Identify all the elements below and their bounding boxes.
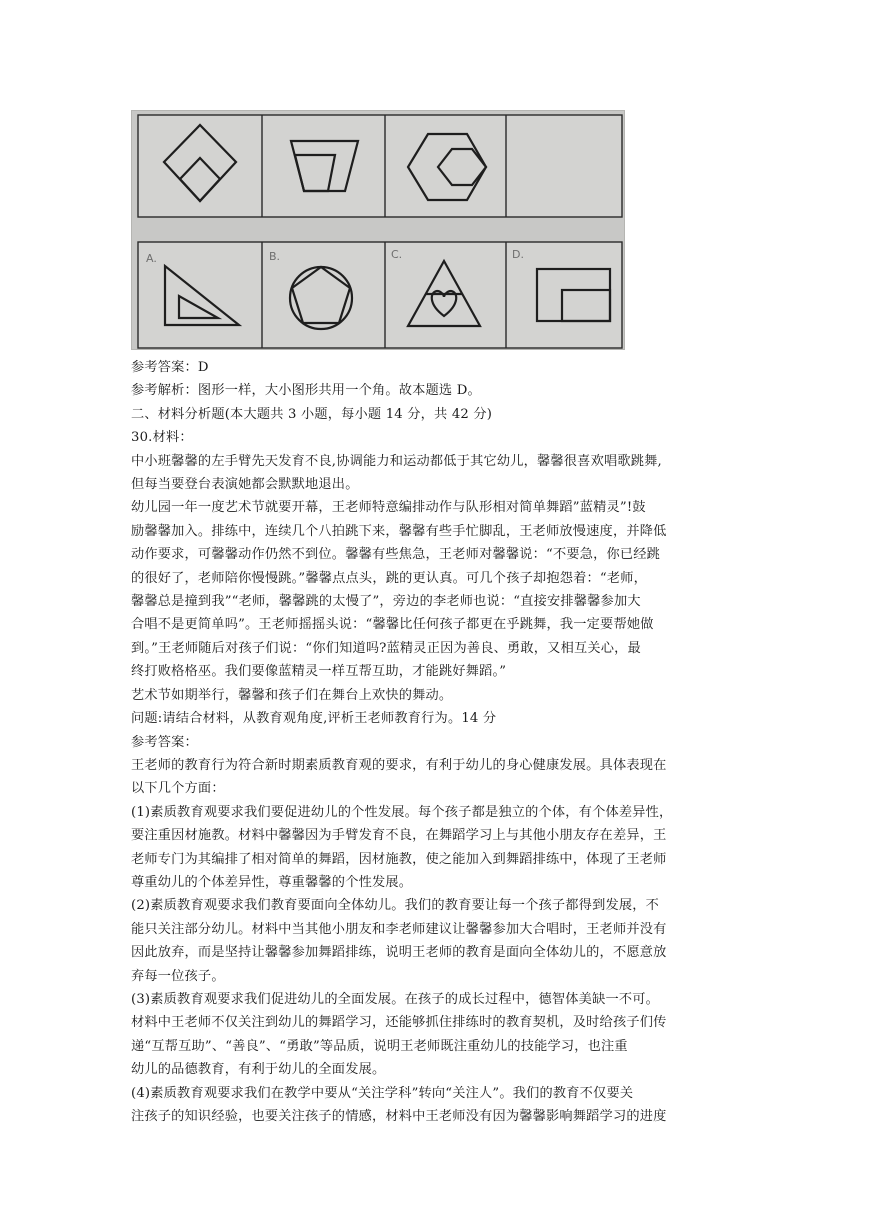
answer-heading: 参考答案： (131, 734, 198, 750)
option-a-label: A. (146, 252, 157, 265)
material-line: 动作要求，可馨馨动作仍然不到位。馨馨有些焦急，王老师对馨馨说：“不要急，你已经跳 (131, 547, 661, 563)
answer-text-line: 尊重幼儿的个体差异性，尊重馨馨的个性发展。 (131, 874, 413, 890)
option-b-label: B. (269, 250, 281, 263)
material-line: 的很好了，老师陪你慢慢跳。”馨馨点点头，跳的更认真。可几个孩子却抱怨着：“老师， (131, 570, 648, 586)
answer-text-line: 要注重因材施教。材料中馨馨因为手臂发育不良，在舞蹈学习上与其他小朋友存在差异，王 (131, 828, 667, 844)
figure-drawing (132, 111, 625, 350)
answer-text-line: 王老师的教育行为符合新时期素质教育观的要求，有利于幼儿的身心健康发展。具体表现在 (131, 757, 667, 773)
answer-text-line: (4)素质教育观要求我们在教学中要从“关注学科”转向“关注人”。我们的教育不仅要关 (131, 1085, 634, 1101)
answer-text-line: (1)素质教育观要求我们要促进幼儿的个性发展。每个孩子都是独立的个体，有个体差异性， (131, 804, 673, 820)
options-strip (138, 242, 622, 348)
question-number: 30.材料： (131, 430, 193, 446)
explanation-line: 参考解析：图形一样，大小图形共用一个角。故本题选 D。 (131, 383, 481, 399)
document-text (131, 356, 756, 1128)
material-line: 幼儿园一年一度艺术节就要开幕，王老师特意编排动作与队形相对简单舞蹈”蓝精灵”!鼓 (131, 500, 646, 516)
answer-text-line: 以下几个方面： (131, 781, 225, 797)
answer-text-line: 幼儿的品德教育，有利于幼儿的全面发展。 (131, 1062, 386, 1078)
question-line: 问题:请结合材料，从教育观角度,评析王老师教育行为。14 分 (131, 711, 497, 727)
question-strip (138, 115, 622, 217)
option-c-label: C. (391, 248, 403, 261)
answer-text-line: 能只关注部分幼儿。材料中当其他小朋友和李老师建议让馨馨参加大合唱时，王老师并没有 (131, 921, 667, 937)
answer-text-line: (3)素质教育观要求我们促进幼儿的全面发展。在孩子的成长过程中，德智体美缺一不可。 (131, 991, 660, 1007)
answer-text-line: 弃每一位孩子。 (131, 968, 225, 984)
material-line: 中小班馨馨的左手臂先天发育不良,协调能力和运动都低于其它幼儿，馨馨很喜欢唱歌跳舞, (131, 453, 662, 469)
answer-text-line: 材料中王老师不仅关注到幼儿的舞蹈学习，还能够抓住排练时的教育契机，及时给孩子们传 (131, 1015, 667, 1031)
material-line: 但每当要登台表演她都会默默地退出。 (131, 477, 359, 493)
material-line: 终打败格格巫。我们要像蓝精灵一样互帮互助，才能跳好舞蹈。” (131, 664, 507, 680)
answer-text-line: 注孩子的知识经验，也要关注孩子的情感，材料中王老师没有因为馨馨影响舞蹈学习的进度 (131, 1109, 667, 1124)
answer-text-line: 老师专门为其编排了相对简单的舞蹈，因材施教，使之能加入到舞蹈排练中，体现了王老师 (131, 851, 667, 867)
answer-text-line: 因此放弃，而是坚持让馨馨参加舞蹈排练，说明王老师的教育是面向全体幼儿的，不愿意放 (131, 945, 667, 961)
section-heading: 二、材料分析题(本大题共 3 小题，每小题 14 分，共 42 分) (131, 406, 493, 422)
material-line: 合唱不是更简单吗”。王老师摇摇头说：“馨馨比任何孩子都更在乎跳舞，我一定要帮她做 (131, 617, 654, 633)
answer-text-line: (2)素质教育观要求我们教育要面向全体幼儿。我们的教育要让每一个孩子都得到发展，不 (131, 898, 660, 914)
option-d-label: D. (512, 248, 524, 261)
material-line: 励馨馨加入。排练中，连续几个八拍跳下来，馨馨有些手忙脚乱，王老师放慢速度，并降低 (131, 523, 667, 539)
material-line: 艺术节如期举行，馨馨和孩子们在舞台上欢快的舞动。 (131, 687, 453, 703)
figure-reasoning-photo (131, 110, 625, 350)
material-line: 到。”王老师随后对孩子们说：“你们知道吗?蓝精灵正因为善良、勇敢，又相互关心，最 (131, 640, 641, 656)
material-line: 馨馨总是撞到我”“老师，馨馨跳的太慢了”，旁边的李老师也说：“直接安排馨馨参加大 (131, 594, 641, 610)
answer-text-line: 递“互帮互助”、“善良”、“勇敢”等品质，说明王老师既注重幼儿的技能学习，也注重 (131, 1038, 628, 1054)
answer-line: 参考答案：D (131, 360, 209, 375)
